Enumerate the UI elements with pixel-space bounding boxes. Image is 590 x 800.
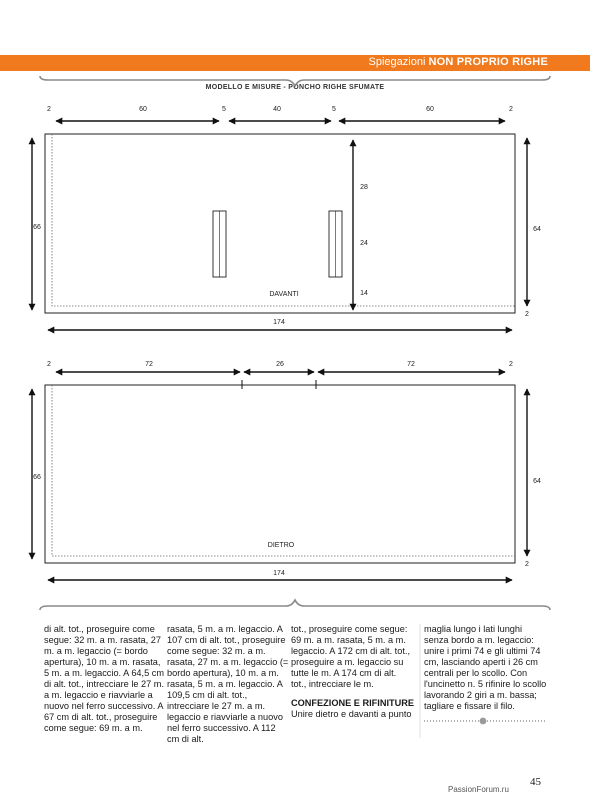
back-dim-26: 26 bbox=[276, 361, 284, 368]
back-label: DIETRO bbox=[267, 542, 295, 549]
page-number: 45 bbox=[530, 776, 541, 788]
front-width: 174 bbox=[273, 319, 285, 326]
column-3-text-b: Unire dietro e davanti a punto bbox=[291, 709, 412, 719]
front-dim-2a: 2 bbox=[47, 106, 51, 113]
back-dim-72b: 72 bbox=[407, 361, 415, 368]
front-dim-60a: 60 bbox=[139, 106, 147, 113]
back-width: 174 bbox=[273, 570, 285, 577]
column-3-text: tot., proseguire come segue: 69 m. a m. rasata, 5 m. a m. legaccio. A 172 cm di alt. tot., proseguire a m. legaccio su tutte le m. A 174 cm di alt. tot., intrecciare le m. bbox=[291, 624, 410, 689]
front-outline bbox=[45, 134, 515, 313]
back-right-corner: 2 bbox=[525, 561, 529, 568]
top-brace-divider bbox=[40, 76, 550, 86]
text-column-3 bbox=[291, 624, 414, 720]
text-column-2 bbox=[167, 624, 290, 745]
front-dim-5a: 5 bbox=[222, 106, 226, 113]
front-right-corner: 2 bbox=[525, 311, 529, 318]
front-dim-40: 40 bbox=[273, 106, 281, 113]
front-garter-border bbox=[52, 134, 515, 306]
text-column-1 bbox=[44, 624, 167, 734]
watermark: PassionForum.ru bbox=[448, 785, 509, 794]
finishing-heading: CONFEZIONE E RIFINITURE bbox=[291, 698, 415, 708]
front-slit-dim-24: 24 bbox=[360, 240, 368, 247]
figure-title: MODELLO E MISURE - PONCHO RIGHE SFUMATE bbox=[205, 84, 385, 91]
back-panel bbox=[32, 361, 541, 580]
section-title: NON PROPRIO RIGHE bbox=[428, 56, 548, 68]
front-label: DAVANTI bbox=[269, 291, 299, 298]
back-dim-2a: 2 bbox=[47, 361, 51, 368]
front-right-height: 64 bbox=[533, 226, 541, 233]
column-2-text: rasata, 5 m. a m. legaccio. A 107 cm di alt. tot., proseguire come segue: 32 m. a m. rasata, 27 m. a m. legaccio (= bordo apertura), 10 m. a m. rasata, 5 m. a m. legaccio. A 109,5 cm di alt. tot., intrecciare le 27 m. a m. legaccio e riavviarle a nuovo nel ferro successivo. A 112 cm di alt. bbox=[167, 624, 289, 744]
back-outline bbox=[45, 385, 515, 563]
bottom-brace-divider bbox=[40, 600, 550, 610]
back-garter-border bbox=[52, 385, 515, 556]
front-dim-2b: 2 bbox=[509, 106, 513, 113]
column-1-text: di alt. tot., proseguire come segue: 32 m. a m. rasata, 27 m. a m. legaccio (= bordo apertura), 10 m. a m. rasata, 5 m. a m. legaccio. A 64,5 cm di alt. tot., intrecciare le 27 m. a m. legaccio e riavviarle a nuovo nel ferro successivo. A 67 cm di alt. tot., proseguire come segue: 69 m. a m. bbox=[44, 624, 165, 733]
front-dim-5b: 5 bbox=[332, 106, 336, 113]
column-4-text: maglia lungo i lati lunghi senza bordo a m. legaccio: unire i primi 74 e gli ultimi 74 cm, lasciando aperti i 26 cm centrali per lo scollo. Con l'uncinetto n. 5 rifinire lo scollo lavorando 2 giri a m. bassa; tagliare e fissare il filo. bbox=[424, 624, 547, 711]
back-left-height: 66 bbox=[33, 474, 41, 481]
back-dim-2b: 2 bbox=[509, 361, 513, 368]
front-left-height: 66 bbox=[33, 224, 41, 231]
front-slit-dim-14: 14 bbox=[360, 290, 368, 297]
front-dim-60b: 60 bbox=[426, 106, 434, 113]
front-slit-dim-28: 28 bbox=[360, 184, 368, 191]
text-column-4 bbox=[424, 624, 547, 712]
back-right-height: 64 bbox=[533, 478, 541, 485]
back-dim-72a: 72 bbox=[145, 361, 153, 368]
section-label: Spiegazioni bbox=[368, 56, 426, 68]
front-panel bbox=[32, 106, 541, 330]
end-marker bbox=[424, 718, 545, 725]
